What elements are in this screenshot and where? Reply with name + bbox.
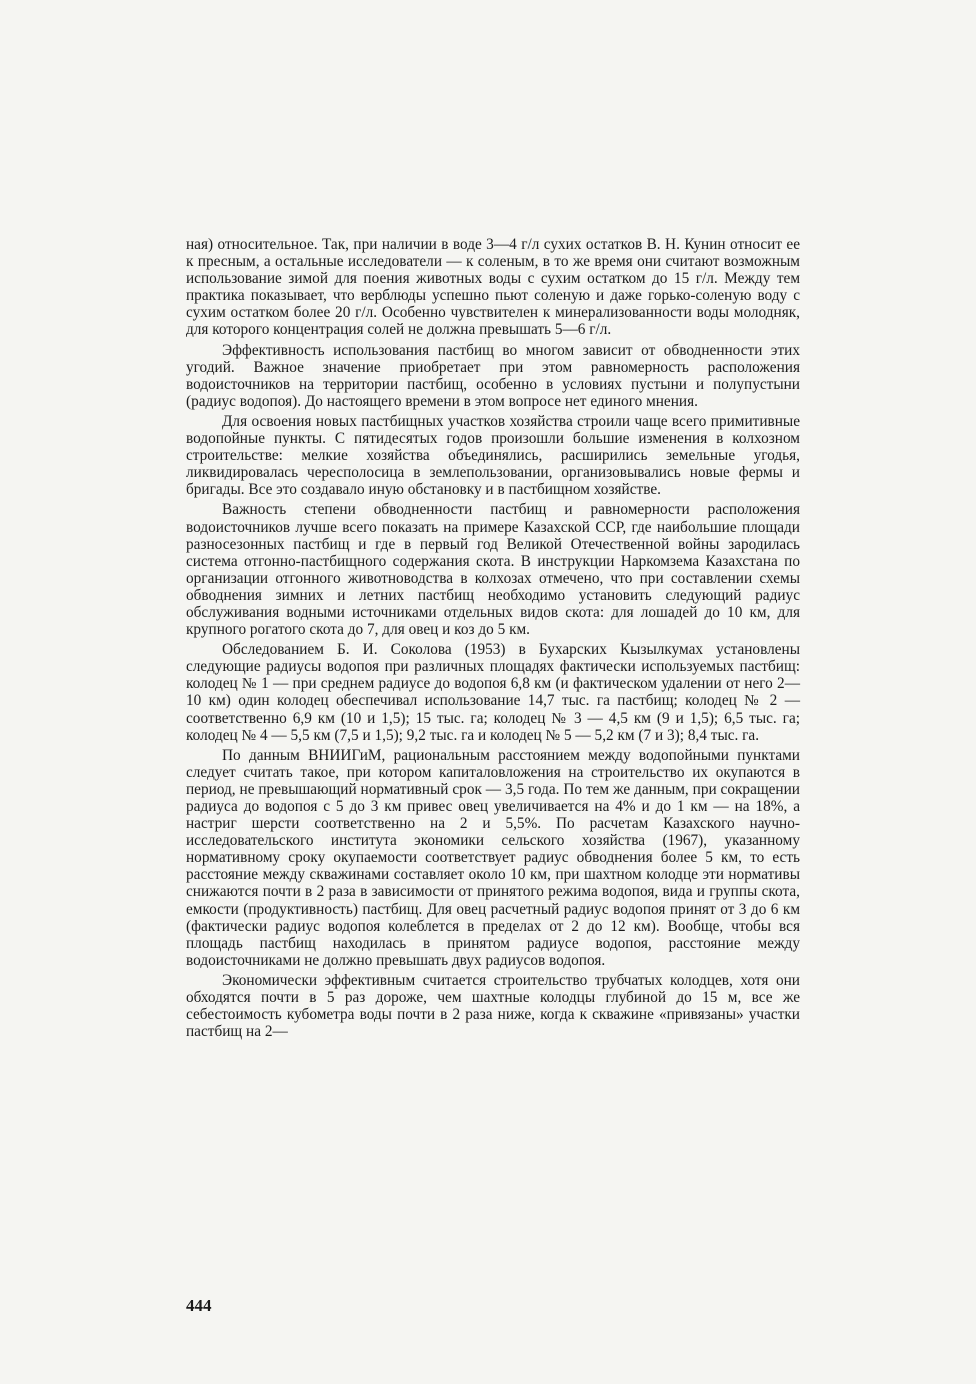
paragraph-7: Экономически эффективным считается строительство трубчатых колодцев, хотя они обходятся почти в 5 раз дороже, чем шахтные колодцы глубиной до 15 м, все же себестоимость кубометра воды почти в 2 раза ниже, когда к скважине «привязаны» участки пастбищ на 2— (186, 971, 800, 1041)
paragraph-4: Важность степени обводненности пастбищ и равномерности расположения водоисточников лучше всего показать на примере Казахской ССР, где наибольшие площади разносезонных пастбищ и где в первый год Великой Отечественной войны зародилась система отгонно-пастбищного содержания скота. В инструкции Наркомзема Казахстана по организации отгонного животноводства в колхозах отмечено, что при составлении схемы обводнения зимних и летних пастбищ необходимо установить следующий радиус обслуживания водными источниками отдельных видов скота: для лошадей до 10 км, для крупного рогатого скота до 7, для овец и коз до 5 км. (186, 501, 800, 639)
paragraph-3: Для освоения новых пастбищных участков хозяйства строили чаще всего примитивные водопойные пункты. С пятидесятых годов произошли большие изменения в колхозном строительстве: мелкие хозяйства объединялись, расширились земельные угодья, ликвидировалась чересполосица в землепользовании, организовывались новые фермы и бригады. Все это создавало иную обстановку и в пастбищном хозяйстве. (186, 412, 800, 499)
body-text (186, 236, 800, 1043)
page-number: 444 (186, 1296, 212, 1315)
paragraph-6: По данным ВНИИГиМ, рациональным расстоянием между водопойными пунктами следует считать такое, при котором капиталовложения на строительство их окупаются в период, не превышающий нормативный срок — 3,5 года. По тем же данным, при сокращении радиуса до водопоя с 5 до 3 км привес овец увеличивается на 4% и до 1 км — на 18%, а настриг шерсти соответственно на 2 и 5,5%. По расчетам Казахского научно-исследовательского института экономики сельского хозяйства (1967), указанному нормативному сроку окупаемости соответствует радиус обводнения более 5 км, то есть расстояние между скважинами составляет около 10 км, при шахтном колодце эти нормативы снижаются почти в 2 раза в зависимости от принятого режима водопоя, вида и группы скота, емкости (продуктивность) пастбищ. Для овец расчетный радиус водопоя принят от 3 до 6 км (фактически радиус водопоя колеблется в пределах от 2 до 12 км). Вообще, чтобы вся площадь пастбищ находилась в принятом радиусе водопоя, расстояние между водоисточниками не должно превышать двух радиусов водопоя. (186, 746, 800, 969)
paragraph-2: Эффективность использования пастбищ во многом зависит от обводненности этих угодий. Важное значение приобретает при этом равномерность расположения водоисточников на территории пастбищ, особенно в условиях пустыни и полупустыни (радиус водопоя). До настоящего времени в этом вопросе нет единого мнения. (186, 341, 800, 410)
paragraph-5: Обследованием Б. И. Соколова (1953) в Бухарских Кызылкумах установлены следующие радиусы водопоя при различных площадях фактически используемых пастбищ: колодец № 1 — при среднем радиусе до водопоя 6,8 км (и фактическом удалении от него 2—10 км) один колодец обеспечивал использование 14,7 тыс. га пастбищ; колодец № 2 — соответственно 6,9 км (10 и 1,5); 15 тыс. га; колодец № 3 — 4,5 км (9 и 1,5); 6,5 тыс. га; колодец № 4 — 5,5 км (7,5 и 1,5); 9,2 тыс. га и колодец № 5 — 5,2 км (7 и 3); 8,4 тыс. га. (186, 641, 800, 744)
paragraph-1: ная) относительное. Так, при наличии в воде 3—4 г/л сухих остатков В. Н. Кунин относит ее к пресным, а остальные исследователи — к соленым, в то же время они считают возможным использование зимой для поения животных воды с сухим остатком до 15 г/л. Между тем практика показывает, что верблюды успешно пьют соленую и даже горько-соленую воду с сухим остатком более 20 г/л. Особенно чувствителен к минерализованности воды молодняк, для которого концентрация солей не должна превышать 5—6 г/л. (186, 236, 800, 339)
